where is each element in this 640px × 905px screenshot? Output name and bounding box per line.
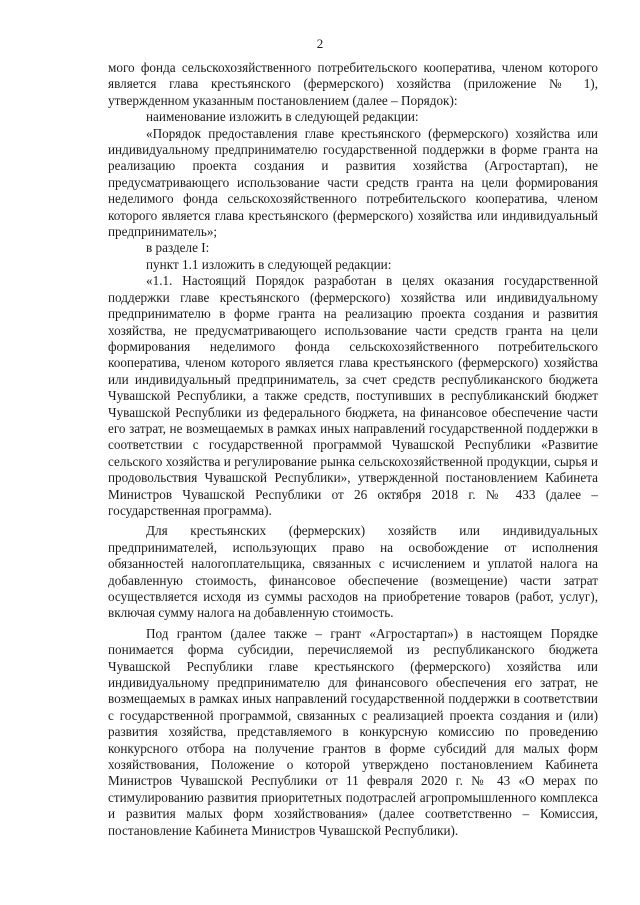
paragraph-3: «Порядок предоставления главе крестьянского (фермерского) хозяйства или индивидуальному предпринимателю государственной поддержки в форме гранта на реализацию проекта создания и развития хозяйства (Агростартап), не предусматривающего использование части средств гранта на цели формирования неделимого фонда сельскохозяйственного потребительского кооператива, членом которого является глава крестьянского (фермерского) хозяйства или индивидуальный предприниматель»; (108, 125, 598, 240)
paragraph-4: в разделе I: (146, 240, 210, 256)
page-number: 2 (316, 36, 324, 51)
paragraph-2: наименование изложить в следующей редакции: (146, 109, 419, 125)
paragraph-7: Для крестьянских (фермерских) хозяйств или индивидуальных предпринимателей, использующих право на освобождение от исполнения обязанностей налогоплательщика, связанных с исчислением и уплатой налога на добавленную стоимость, финансовое обеспечение (возмещение) части затрат осуществляется исходя из суммы расходов на приобретение товаров (работ, услуг), включая сумму налога на добавленную стоимость. (108, 523, 598, 621)
paragraph-8: Под грантом (далее также – грант «Агростартап») в настоящем Порядке понимается форма субсидии, перечисляемой из республиканского бюджета Чувашской Республики главе крестьянского (фермерского) хозяйства или индивидуальному предпринимателю для финансового обеспечения его затрат, не возмещаемых в рамках иных направлений государственной поддержки в соответствии с государственной программой, связанных с реализацией проекта создания и (или) развития хозяйства, представляемого в конкурсную комиссию по проведению конкурсного отбора на получение грантов в форме субсидий для малых форм хозяйствования, Положение о которой утверждено постановлением Кабинета Министров Чувашской Республики от 11 февраля 2020 г. № 43 «О мерах по стимулированию развития приоритетных подотраслей агропромышленного комплекса и развития малых форм хозяйствования» (далее соответственно – Комиссия, постановление Кабинета Министров Чувашской Республики). (108, 625, 598, 838)
paragraph-5: пункт 1.1 изложить в следующей редакции: (146, 256, 392, 272)
paragraph-6: «1.1. Настоящий Порядок разработан в целях оказания государственной поддержки главе крестьянского (фермерского) хозяйства или индивидуальному предпринимателю в форме гранта на реализацию проекта создания и развития хозяйства, не предусматривающего использование части средств гранта на цели формирования неделимого фонда сельскохозяйственного потребительского кооператива, членом которого является глава крестьянского (фермерского) хозяйства или индивидуальный предприниматель, за счет средств республиканского бюджета Чувашской Республики, а также средств, поступивших в республиканский бюджет Чувашской Республики из федерального бюджета, на финансовое обеспечение части его затрат, не возмещаемых в рамках иных направлений государственной поддержки в соответствии с государственной программой Чувашской Республики «Развитие сельского хозяйства и регулирование рынка сельскохозяйственной продукции, сырья и продовольствия Чувашской Республики», утвержденной постановлением Кабинета Министров Чувашской Республики от 26 октября 2018 г. № 433 (далее – государственная программа). (108, 273, 598, 518)
document-body (108, 60, 598, 839)
paragraph-1: мого фонда сельскохозяйственного потребительского кооператива, членом которого является глава крестьянского (фермерского) хозяйства (приложение № 1), утвержденном указанным постановлением (далее – Порядок): (108, 60, 598, 108)
